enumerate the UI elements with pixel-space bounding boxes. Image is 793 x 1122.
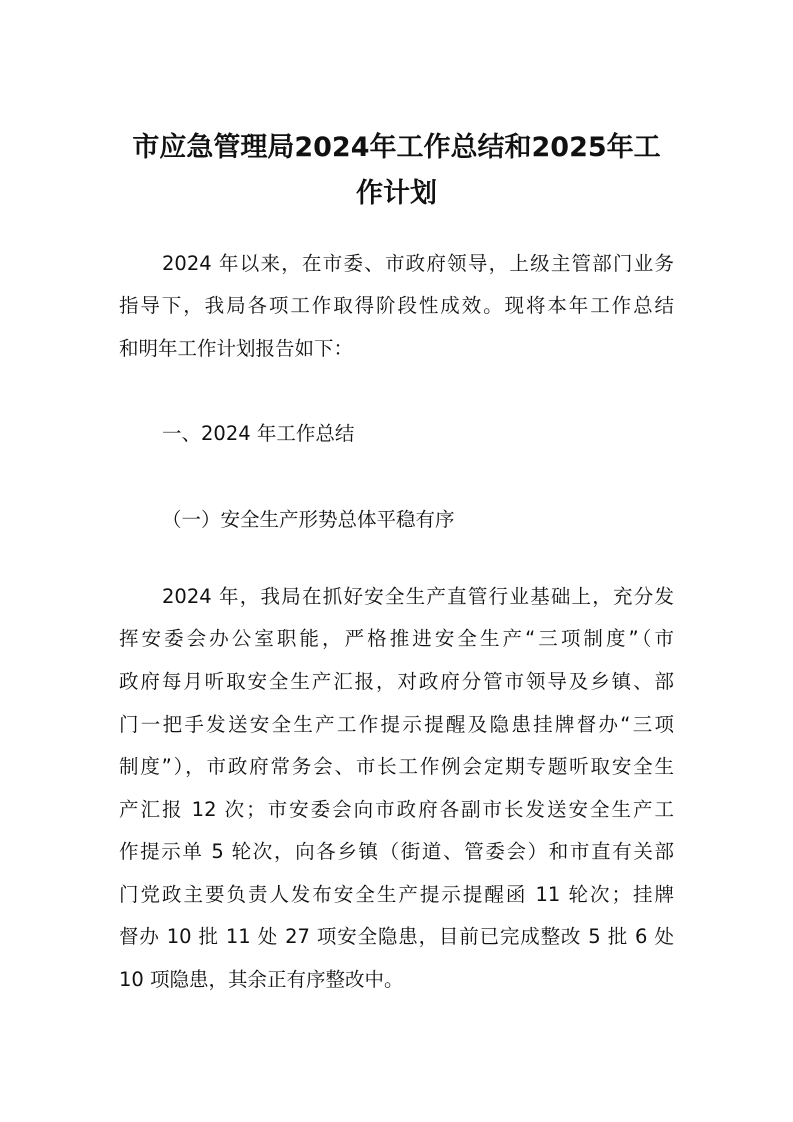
paragraph-line: 10 项隐患，其余正有序整改中。 bbox=[119, 968, 404, 991]
subsection-heading: （一）安全生产形势总体平稳有序 bbox=[162, 508, 455, 531]
paragraph-line: 门一把手发送安全生产工作提示提醒及隐患挂牌督办“三项 bbox=[119, 713, 674, 736]
paragraph-line: 2024 年，我局在抓好安全生产直管行业基础上，充分发 bbox=[162, 585, 674, 608]
document-title-line-2: 作计划 bbox=[356, 178, 437, 209]
intro-line: 指导下，我局各项工作取得阶段性成效。现将本年工作总结 bbox=[119, 294, 674, 317]
paragraph-line: 作提示单 5 轮次，向各乡镇（街道、管委会）和市直有关部 bbox=[119, 840, 674, 863]
paragraph-line: 制度”），市政府常务会、市长工作例会定期专题听取安全生 bbox=[119, 755, 674, 778]
paragraph-line: 督办 10 批 11 处 27 项安全隐患，目前已完成整改 5 批 6 处 bbox=[119, 925, 674, 948]
paragraph-line: 产汇报 12 次；市安委会向市政府各副市长发送安全生产工 bbox=[119, 798, 674, 821]
section-heading: 一、2024 年工作总结 bbox=[162, 422, 355, 445]
paragraph-line: 挥安委会办公室职能，严格推进安全生产“三项制度”（市 bbox=[119, 627, 674, 650]
intro-line: 和明年工作计划报告如下： bbox=[119, 337, 354, 360]
document-title-line-1: 市应急管理局2024年工作总结和2025年工 bbox=[132, 132, 661, 163]
paragraph-line: 门党政主要负责人发布安全生产提示提醒函 11 轮次；挂牌 bbox=[119, 883, 674, 906]
paragraph-line: 政府每月听取安全生产汇报，对政府分管市领导及乡镇、部 bbox=[119, 670, 674, 693]
intro-line: 2024 年以来，在市委、市政府领导，上级主管部门业务 bbox=[162, 252, 674, 275]
